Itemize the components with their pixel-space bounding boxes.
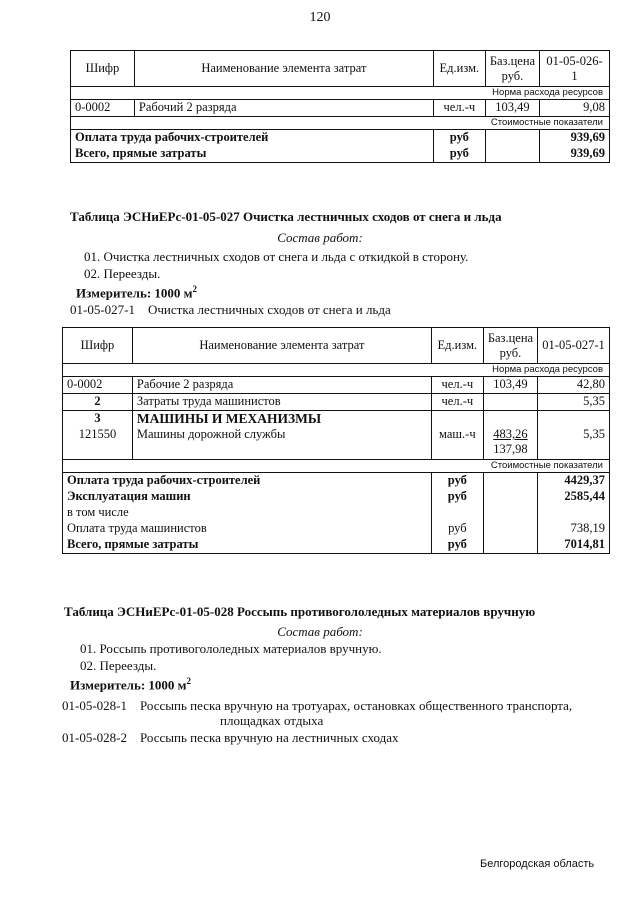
header-unit: Ед.изм.	[433, 51, 485, 87]
sum-unit: руб	[433, 146, 485, 163]
norm-description: Россыпь песка вручную на тротуарах, остановках общественного транспорта,	[140, 698, 573, 713]
header-code: Шифр	[63, 328, 133, 364]
row-value: 9,08	[540, 100, 610, 117]
resource-table-026	[70, 50, 610, 163]
band-costs: Стоимостные показатели	[63, 460, 610, 473]
sum-name: Оплата труда машинистов	[63, 521, 432, 537]
header-unit: Ед.изм.	[431, 328, 483, 364]
header-norm-code: 01-05-027-1	[538, 328, 610, 364]
row-code: 0-0002	[71, 100, 135, 117]
norm-description: Россыпь песка вручную на лестничных сходах	[140, 730, 399, 745]
work-item-2: 02. Переезды.	[84, 266, 161, 281]
sum-value: 939,69	[540, 130, 610, 147]
sum-name: Оплата труда рабочих-строителей	[63, 473, 432, 490]
sum-name: Всего, прямые затраты	[71, 146, 434, 163]
header-name: Наименование элемента затрат	[132, 328, 431, 364]
row-value: 42,80	[538, 377, 610, 394]
row-name: Затраты труда машинистов	[132, 394, 431, 411]
header-base-price: Баз.цена руб.	[485, 51, 539, 87]
header-name: Наименование элемента затрат	[134, 51, 433, 87]
sum-name: Эксплуатация машин	[63, 489, 432, 505]
norm-code: 01-05-027-1	[70, 302, 135, 317]
table-title-027: Таблица ЭСНиЕРс-01-05-027 Очистка лестничных сходов от снега и льда	[70, 209, 502, 224]
sum-unit: руб	[431, 537, 483, 554]
sum-value: 939,69	[540, 146, 610, 163]
row-code: 121550	[63, 427, 133, 460]
row-code: 3	[63, 411, 133, 428]
sum-unit: руб	[431, 473, 483, 490]
measure-unit: Измеритель: 1000 $м^2$	[76, 284, 198, 301]
sum-unit: руб	[433, 130, 485, 147]
row-code: 2	[63, 394, 133, 411]
row-name: Рабочий 2 разряда	[134, 100, 433, 117]
sum-unit: руб	[431, 489, 483, 505]
resource-table-027	[62, 327, 610, 554]
sum-value: 2585,44	[538, 489, 610, 505]
composition-heading: Состав работ:	[277, 624, 363, 639]
row-unit: чел.-ч	[431, 377, 483, 394]
row-name: Машины дорожной службы	[132, 427, 431, 460]
sum-unit: руб	[431, 521, 483, 537]
sum-value: 738,19	[538, 521, 610, 537]
sum-name: Всего, прямые затраты	[63, 537, 432, 554]
work-item-2: 02. Переезды.	[80, 658, 157, 673]
row-name: МАШИНЫ И МЕХАНИЗМЫ	[132, 411, 431, 428]
header-base-price: Баз.цена руб.	[483, 328, 537, 364]
sum-value: 7014,81	[538, 537, 610, 554]
row-code: 0-0002	[63, 377, 133, 394]
row-value: 5,35	[538, 394, 610, 411]
row-name: Рабочие 2 разряда	[132, 377, 431, 394]
work-item-1: 01. Россыпь противогололедных материалов вручную.	[80, 641, 382, 656]
sum-name: Оплата труда рабочих-строителей	[71, 130, 434, 147]
page-number: 120	[309, 10, 331, 25]
footer-region: Белгородская область	[480, 858, 595, 870]
norm-code: 01-05-028-2	[62, 730, 127, 745]
header-norm-code: 01-05-026-1	[540, 51, 610, 87]
row-unit: чел.-ч	[433, 100, 485, 117]
work-item-1: 01. Очистка лестничных сходов от снега и льда с откидкой в сторону.	[84, 249, 469, 264]
row-price: 103,49	[483, 377, 537, 394]
row-unit: маш.-ч	[431, 427, 483, 460]
sum-name: в том числе	[63, 505, 432, 521]
norm-description: Очистка лестничных сходов от снега и льда	[148, 302, 391, 317]
row-price: 103,49	[485, 100, 539, 117]
sum-value: 4429,37	[538, 473, 610, 490]
band-costs: Стоимостные показатели	[71, 117, 610, 130]
row-unit: чел.-ч	[431, 394, 483, 411]
norm-code: 01-05-028-1	[62, 698, 127, 713]
band-resources: Норма расхода ресурсов	[63, 364, 610, 377]
header-code: Шифр	[71, 51, 135, 87]
norm-description-cont: площадках отдыха	[220, 713, 324, 728]
row-price: 483,26 137,98	[483, 427, 537, 460]
table-title-028: Таблица ЭСНиЕРс-01-05-028 Россыпь противогололедных материалов вручную	[64, 604, 536, 619]
composition-heading: Состав работ:	[277, 230, 363, 245]
row-value: 5,35	[538, 427, 610, 460]
band-resources: Норма расхода ресурсов	[71, 87, 610, 100]
measure-unit: Измеритель: 1000 $м^2$	[70, 676, 192, 693]
